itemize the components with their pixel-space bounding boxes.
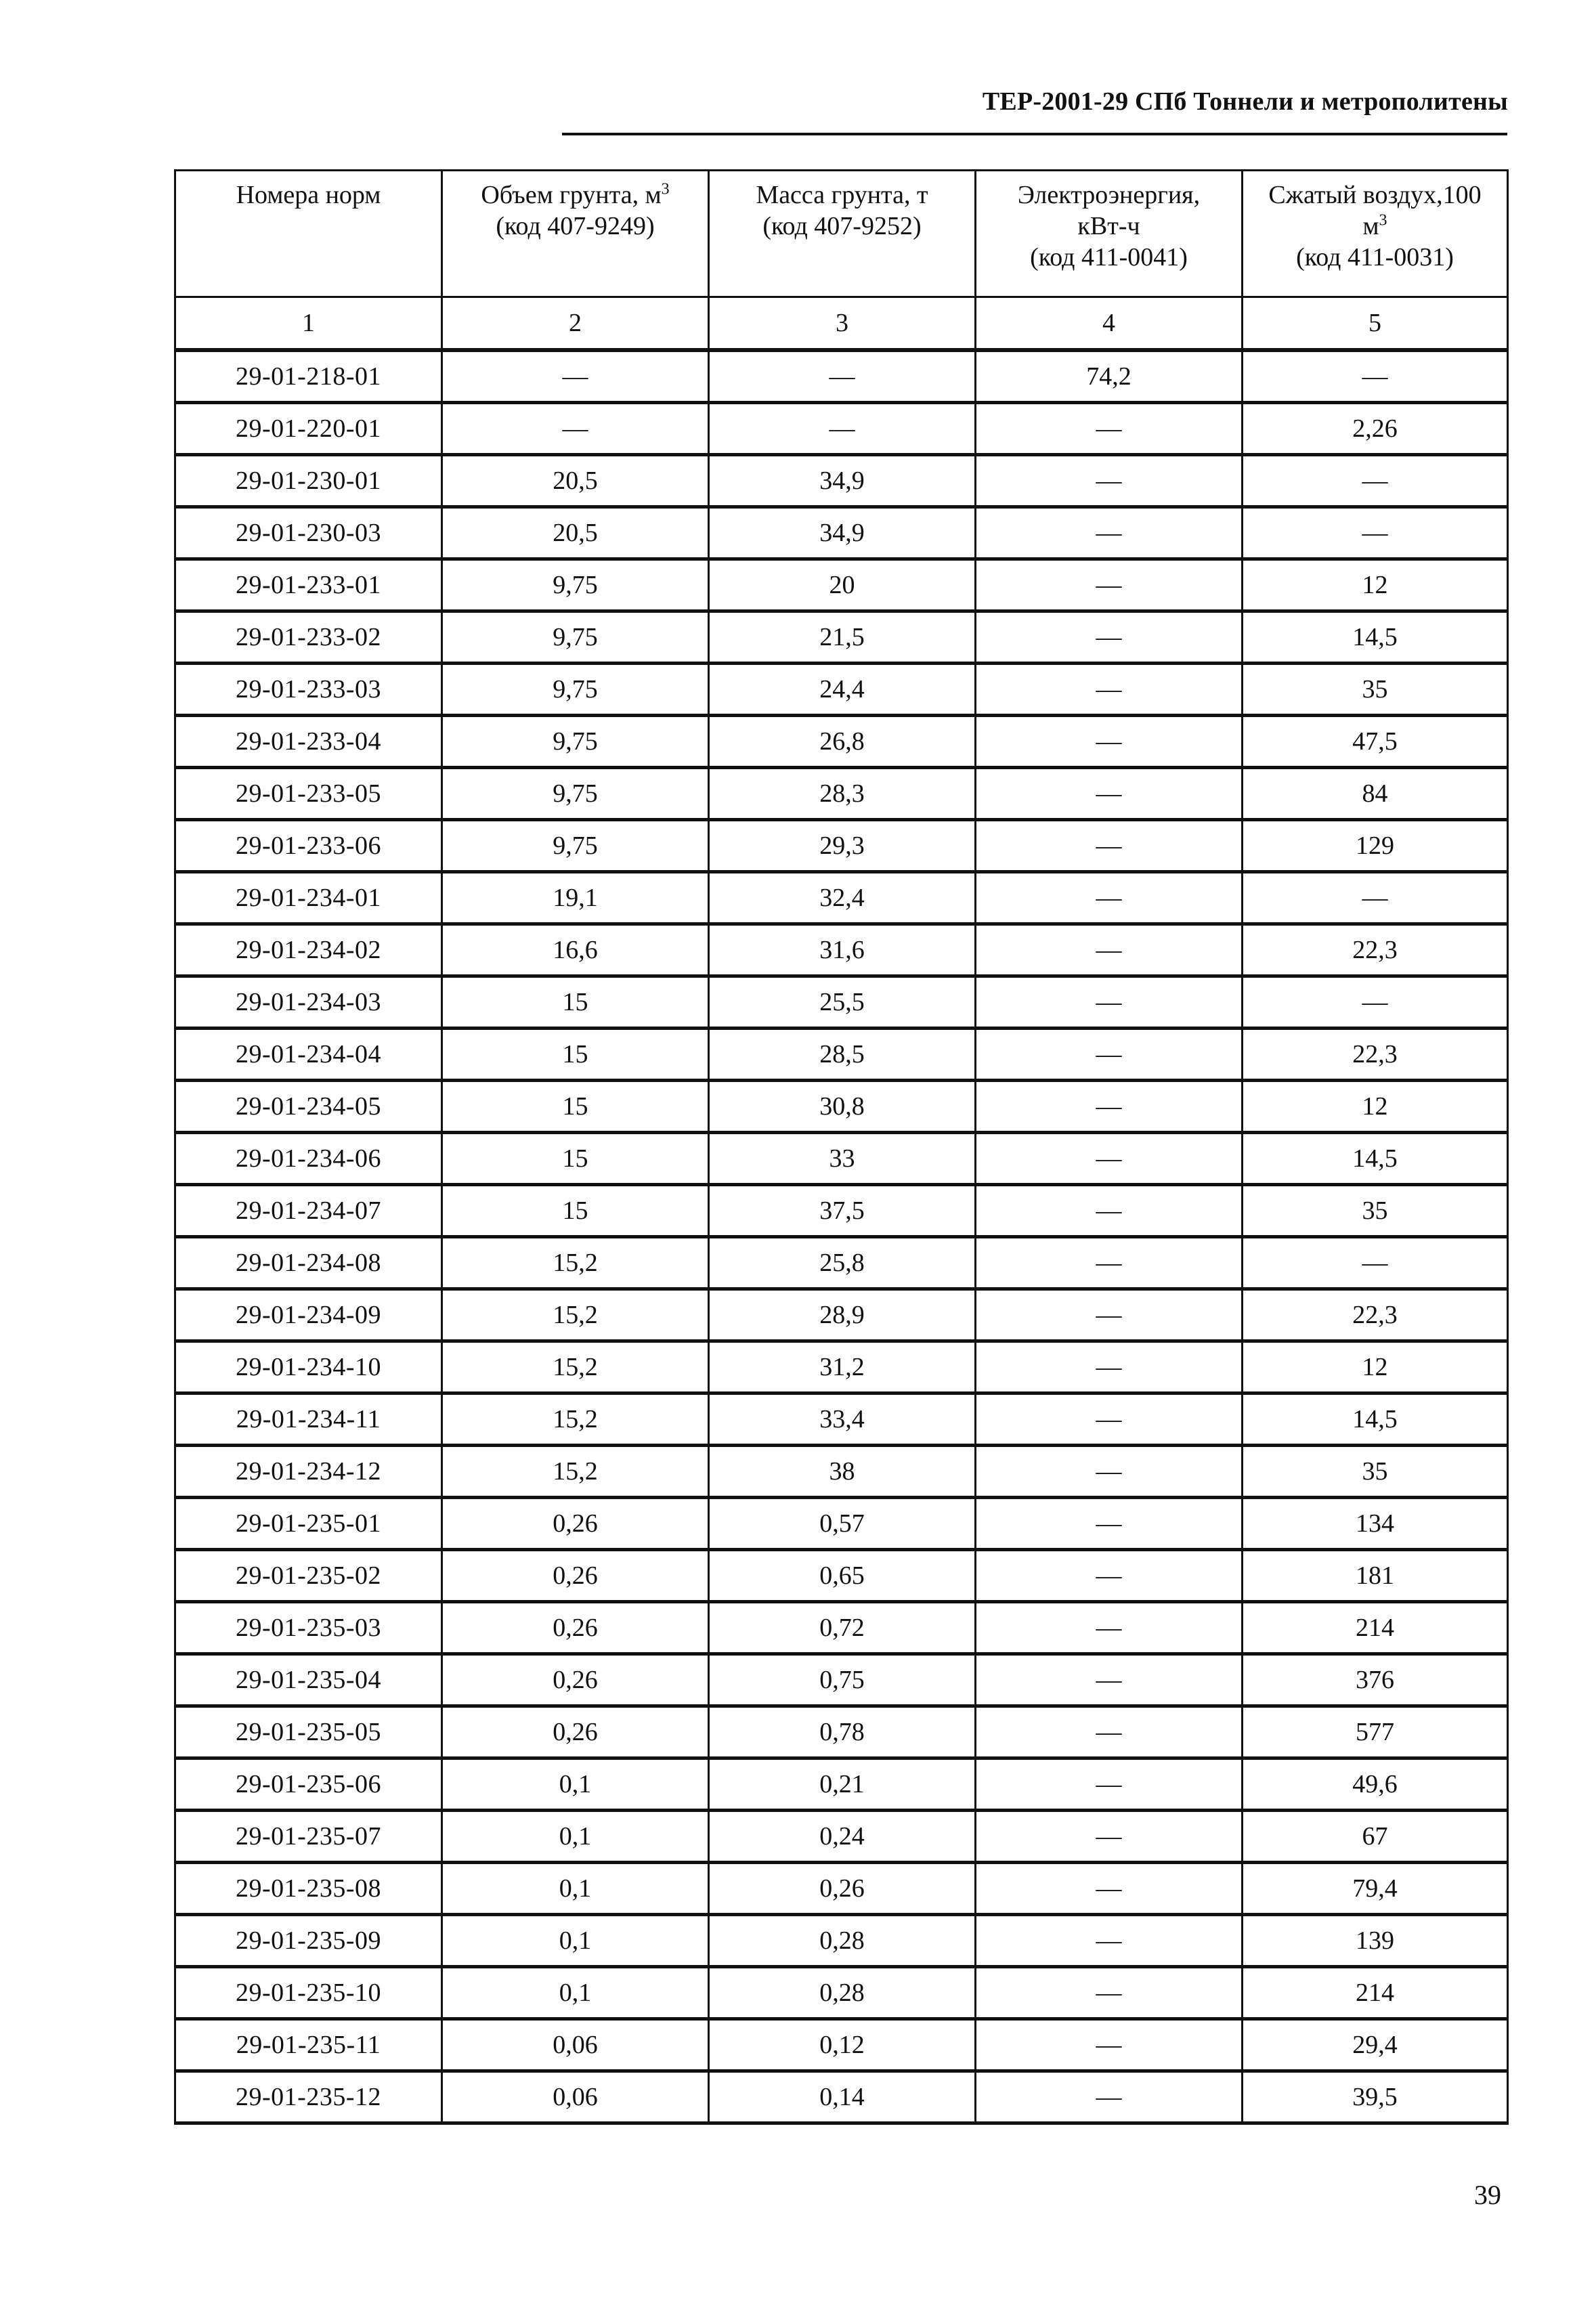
table-cell: — (976, 976, 1243, 1029)
table-cell: 0,57 (709, 1498, 976, 1550)
table-cell: — (976, 1550, 1243, 1602)
table-cell: 0,26 (442, 1550, 709, 1602)
table-cell: 9,75 (442, 611, 709, 664)
table-cell: 19,1 (442, 872, 709, 924)
table-row (175, 1654, 1508, 1706)
table-row (175, 1863, 1508, 1915)
table-cell: 0,1 (442, 1967, 709, 2019)
table-cell: 38 (709, 1446, 976, 1498)
norm-number-cell: 29-01-235-05 (175, 1706, 442, 1758)
norm-number-cell: 29-01-235-12 (175, 2071, 442, 2123)
table-cell: 139 (1243, 1915, 1508, 1967)
table-row (175, 1811, 1508, 1863)
table-row (175, 1758, 1508, 1811)
table-cell: 31,2 (709, 1341, 976, 1394)
table-row (175, 976, 1508, 1029)
table-cell: 35 (1243, 1185, 1508, 1237)
table-cell: 12 (1243, 1081, 1508, 1133)
table-cell: 21,5 (709, 611, 976, 664)
table-cell: 22,3 (1243, 1289, 1508, 1341)
table-cell: — (976, 1029, 1243, 1081)
table-cell: 22,3 (1243, 924, 1508, 976)
table-cell: 9,75 (442, 716, 709, 768)
table-cell: 39,5 (1243, 2071, 1508, 2123)
norm-number-cell: 29-01-235-06 (175, 1758, 442, 1811)
table-cell: — (976, 1602, 1243, 1654)
norm-number-cell: 29-01-235-02 (175, 1550, 442, 1602)
column-header-line: (код 407-9249) (496, 212, 655, 240)
table-cell: 34,9 (709, 455, 976, 507)
table-cell: — (976, 820, 1243, 872)
table-cell: 214 (1243, 1967, 1508, 2019)
norm-number-cell: 29-01-234-10 (175, 1341, 442, 1394)
table-cell: 28,5 (709, 1029, 976, 1081)
table-cell: — (1243, 455, 1508, 507)
column-number: 2 (442, 297, 709, 351)
table-cell: 15,2 (442, 1341, 709, 1394)
norm-number-cell: 29-01-235-11 (175, 2019, 442, 2071)
table-cell: 9,75 (442, 820, 709, 872)
norm-number-cell: 29-01-234-07 (175, 1185, 442, 1237)
table-row (175, 1550, 1508, 1602)
table-cell: 129 (1243, 820, 1508, 872)
table-cell: — (976, 1081, 1243, 1133)
table-cell: 24,4 (709, 664, 976, 716)
table-cell: 0,21 (709, 1758, 976, 1811)
table-cell: 376 (1243, 1654, 1508, 1706)
column-header-line (447, 179, 704, 211)
table-row (175, 1915, 1508, 1967)
norm-number-cell: 29-01-234-01 (175, 872, 442, 924)
norms-table (174, 169, 1509, 2125)
table-cell: 25,5 (709, 976, 976, 1029)
norm-number-cell: 29-01-234-05 (175, 1081, 442, 1133)
header-rule (562, 133, 1507, 135)
column-header-line: Номера норм (236, 181, 381, 209)
norm-number-cell: 29-01-235-04 (175, 1654, 442, 1706)
column-header-soil-volume (442, 171, 709, 297)
table-cell: — (976, 1654, 1243, 1706)
table-row (175, 350, 1508, 403)
column-header-line: (код 411-0041) (1030, 243, 1188, 272)
table-cell: 9,75 (442, 664, 709, 716)
table-cell: 9,75 (442, 768, 709, 820)
superscript: 3 (1379, 211, 1387, 230)
table-cell: — (976, 1341, 1243, 1394)
table-cell: 0,28 (709, 1915, 976, 1967)
norm-number-cell: 29-01-234-04 (175, 1029, 442, 1081)
table-body (175, 350, 1508, 2123)
column-header-line: Масса грунта, т (756, 181, 928, 209)
table-cell: 74,2 (976, 350, 1243, 403)
table-cell: 0,06 (442, 2019, 709, 2071)
column-number-row (175, 297, 1508, 351)
norm-number-cell: 29-01-234-06 (175, 1133, 442, 1185)
norm-number-cell: 29-01-230-01 (175, 455, 442, 507)
table-cell: 0,26 (442, 1706, 709, 1758)
table-cell: — (1243, 976, 1508, 1029)
table-row (175, 1394, 1508, 1446)
table-cell: — (976, 559, 1243, 611)
table-cell: — (976, 1706, 1243, 1758)
table-cell: 49,6 (1243, 1758, 1508, 1811)
table-cell: 20 (709, 559, 976, 611)
table-cell: 0,72 (709, 1602, 976, 1654)
norm-number-cell: 29-01-230-03 (175, 507, 442, 559)
column-header-line: (код 407-9252) (762, 212, 922, 240)
table-cell: — (976, 924, 1243, 976)
table-cell: 14,5 (1243, 611, 1508, 664)
norm-number-cell: 29-01-235-07 (175, 1811, 442, 1863)
table-cell: — (976, 872, 1243, 924)
table-cell: — (976, 1758, 1243, 1811)
table-row (175, 924, 1508, 976)
table-cell: 28,3 (709, 768, 976, 820)
column-header-soil-mass (709, 171, 976, 297)
table-cell: 15 (442, 1185, 709, 1237)
table-cell: 16,6 (442, 924, 709, 976)
table-row (175, 1185, 1508, 1237)
column-number: 1 (175, 297, 442, 351)
table-row (175, 2071, 1508, 2123)
norm-number-cell: 29-01-233-05 (175, 768, 442, 820)
table-cell: 15 (442, 1133, 709, 1185)
table-cell: 15 (442, 976, 709, 1029)
table-row (175, 872, 1508, 924)
table-cell: 0,1 (442, 1758, 709, 1811)
table-row (175, 2019, 1508, 2071)
table-cell: 0,1 (442, 1915, 709, 1967)
table-cell: — (976, 1863, 1243, 1915)
column-header-line-text: м (1362, 212, 1379, 240)
table-cell: — (1243, 350, 1508, 403)
table-cell: 14,5 (1243, 1394, 1508, 1446)
table-cell: — (976, 507, 1243, 559)
norm-number-cell: 29-01-234-08 (175, 1237, 442, 1289)
table-cell: 181 (1243, 1550, 1508, 1602)
table-cell: 2,26 (1243, 403, 1508, 455)
table-row (175, 403, 1508, 455)
norm-number-cell: 29-01-234-11 (175, 1394, 442, 1446)
table-cell: 79,4 (1243, 1863, 1508, 1915)
table-cell: 15,2 (442, 1289, 709, 1341)
table-cell: 12 (1243, 1341, 1508, 1394)
table-row (175, 1602, 1508, 1654)
table-cell: — (709, 350, 976, 403)
norm-number-cell: 29-01-220-01 (175, 403, 442, 455)
table-cell: — (976, 1446, 1243, 1498)
column-header-compressed-air (1243, 171, 1508, 297)
table-row (175, 1029, 1508, 1081)
table-header-row (175, 171, 1508, 297)
table-cell: 15,2 (442, 1394, 709, 1446)
table-row (175, 611, 1508, 664)
table-cell: 22,3 (1243, 1029, 1508, 1081)
table-cell: — (976, 1498, 1243, 1550)
table-cell: 28,9 (709, 1289, 976, 1341)
table-cell: — (976, 1967, 1243, 2019)
table-cell: 34,9 (709, 507, 976, 559)
norm-number-cell: 29-01-233-01 (175, 559, 442, 611)
norm-number-cell: 29-01-235-08 (175, 1863, 442, 1915)
table-row (175, 1237, 1508, 1289)
norm-number-cell: 29-01-233-04 (175, 716, 442, 768)
column-number: 3 (709, 297, 976, 351)
table-cell: — (442, 350, 709, 403)
norm-number-cell: 29-01-235-09 (175, 1915, 442, 1967)
table-row (175, 820, 1508, 872)
table-cell: 0,65 (709, 1550, 976, 1602)
norm-number-cell: 29-01-233-02 (175, 611, 442, 664)
table-cell: — (976, 2071, 1243, 2123)
column-header-electricity (976, 171, 1243, 297)
table-cell: 35 (1243, 664, 1508, 716)
table-cell: — (976, 1915, 1243, 1967)
table-cell: 84 (1243, 768, 1508, 820)
table-cell: 15,2 (442, 1446, 709, 1498)
table-row (175, 1081, 1508, 1133)
column-header-line: кВт-ч (1077, 212, 1140, 240)
norm-number-cell: 29-01-234-09 (175, 1289, 442, 1341)
table-row (175, 768, 1508, 820)
table-cell: 0,14 (709, 2071, 976, 2123)
column-number: 4 (976, 297, 1243, 351)
column-number: 5 (1243, 297, 1508, 351)
table-cell: 15 (442, 1029, 709, 1081)
table-row (175, 1446, 1508, 1498)
table-cell: — (976, 455, 1243, 507)
table-cell: 47,5 (1243, 716, 1508, 768)
table-row (175, 1967, 1508, 2019)
table-row (175, 1498, 1508, 1550)
table-cell: 9,75 (442, 559, 709, 611)
table-cell: 14,5 (1243, 1133, 1508, 1185)
table-cell: 577 (1243, 1706, 1508, 1758)
table-cell: 0,78 (709, 1706, 976, 1758)
table-cell: — (1243, 507, 1508, 559)
table-cell: — (1243, 872, 1508, 924)
table-cell: — (976, 1811, 1243, 1863)
table-row (175, 664, 1508, 716)
table-cell: 35 (1243, 1446, 1508, 1498)
table-cell: 0,1 (442, 1863, 709, 1915)
column-header-line: Электроэнергия, (1017, 181, 1201, 209)
column-header-line: Сжатый воздух,100 (1268, 181, 1482, 209)
norm-number-cell: 29-01-233-03 (175, 664, 442, 716)
superscript: 3 (661, 180, 670, 198)
column-header-line (1247, 211, 1503, 242)
norm-number-cell: 29-01-235-01 (175, 1498, 442, 1550)
table-cell: 0,26 (709, 1863, 976, 1915)
table-cell: 33 (709, 1133, 976, 1185)
table-cell: — (976, 1237, 1243, 1289)
table-cell: — (976, 1289, 1243, 1341)
table-cell: — (976, 1185, 1243, 1237)
table-cell: 15 (442, 1081, 709, 1133)
table-cell: 20,5 (442, 455, 709, 507)
norm-number-cell: 29-01-233-06 (175, 820, 442, 872)
table-cell: 15,2 (442, 1237, 709, 1289)
table-cell: 0,26 (442, 1654, 709, 1706)
table-cell: — (1243, 1237, 1508, 1289)
column-header-line-text: Объем грунта, м (481, 181, 662, 209)
table-cell: 0,06 (442, 2071, 709, 2123)
table-cell: 31,6 (709, 924, 976, 976)
table-cell: 30,8 (709, 1081, 976, 1133)
table-row (175, 1289, 1508, 1341)
table-cell: 25,8 (709, 1237, 976, 1289)
page-number: 39 (1474, 2180, 1501, 2210)
table-row (175, 507, 1508, 559)
column-header-line: (код 411-0031) (1296, 243, 1454, 272)
table-cell: 37,5 (709, 1185, 976, 1237)
table-cell: 214 (1243, 1602, 1508, 1654)
table-row (175, 559, 1508, 611)
table-cell: 29,3 (709, 820, 976, 872)
norm-number-cell: 29-01-234-12 (175, 1446, 442, 1498)
document-header-title: ТЕР-2001-29 СПб Тоннели и метрополитены (982, 87, 1508, 116)
table-cell: — (976, 1133, 1243, 1185)
norm-number-cell: 29-01-218-01 (175, 350, 442, 403)
table-cell: — (976, 403, 1243, 455)
column-header-norm-numbers (175, 171, 442, 297)
table-cell: — (976, 716, 1243, 768)
table-cell: 26,8 (709, 716, 976, 768)
norm-number-cell: 29-01-234-03 (175, 976, 442, 1029)
table-cell: 0,26 (442, 1602, 709, 1654)
table-cell: 0,28 (709, 1967, 976, 2019)
table-cell: — (976, 2019, 1243, 2071)
table-cell: — (709, 403, 976, 455)
table-cell: 0,1 (442, 1811, 709, 1863)
table-cell: 0,24 (709, 1811, 976, 1863)
table-cell: — (976, 768, 1243, 820)
table-cell: 0,75 (709, 1654, 976, 1706)
norm-number-cell: 29-01-235-03 (175, 1602, 442, 1654)
table-cell: 29,4 (1243, 2019, 1508, 2071)
norm-number-cell: 29-01-234-02 (175, 924, 442, 976)
table-cell: 12 (1243, 559, 1508, 611)
norm-number-cell: 29-01-235-10 (175, 1967, 442, 2019)
table-row (175, 1133, 1508, 1185)
table-cell: 33,4 (709, 1394, 976, 1446)
table-cell: — (976, 1394, 1243, 1446)
table-cell: — (976, 664, 1243, 716)
table-cell: 0,26 (442, 1498, 709, 1550)
table-row (175, 716, 1508, 768)
table-cell: 134 (1243, 1498, 1508, 1550)
table-row (175, 1341, 1508, 1394)
table-cell: 0,12 (709, 2019, 976, 2071)
table-cell: 20,5 (442, 507, 709, 559)
table-cell: — (442, 403, 709, 455)
table-cell: 32,4 (709, 872, 976, 924)
table-row (175, 1706, 1508, 1758)
table-cell: — (976, 611, 1243, 664)
table-row (175, 455, 1508, 507)
table-cell: 67 (1243, 1811, 1508, 1863)
